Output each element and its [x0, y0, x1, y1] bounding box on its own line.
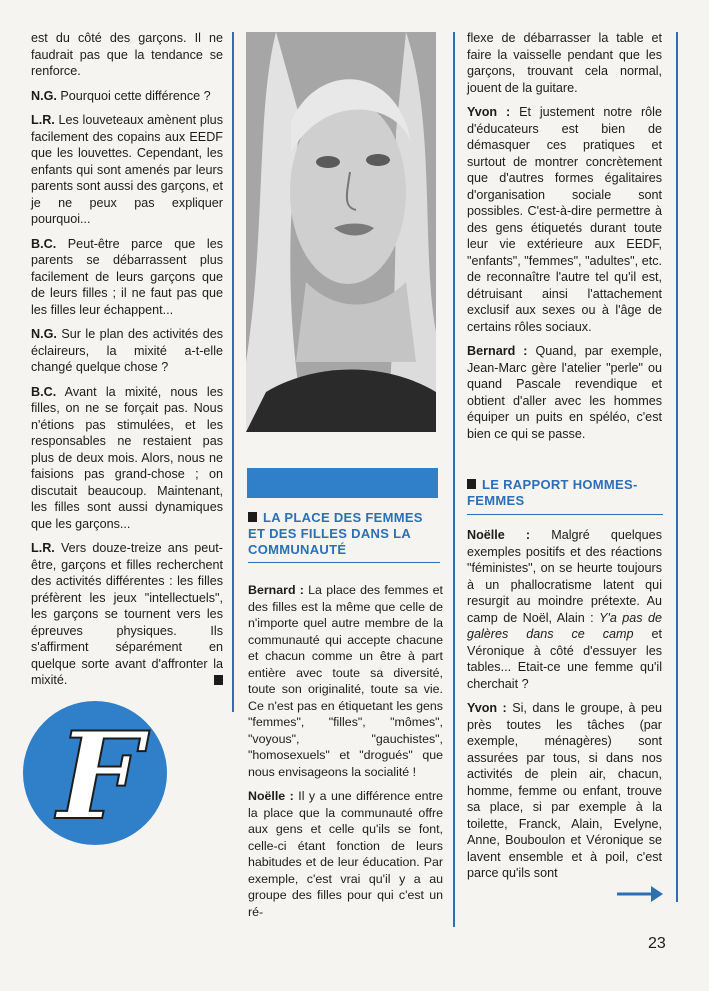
- speaker: L.R.: [31, 113, 55, 127]
- paragraph: [31, 88, 223, 105]
- paragraph: [467, 343, 662, 442]
- paragraph-text: Les louveteaux amènent plus facilement des copains aux EEDF que les louvettes. Cependant, les enfants qui sont amenés par leurs parents sont aussi des garçons, et je ne peux pas expliquer pourquoi...: [31, 113, 223, 226]
- speaker: Noëlle :: [248, 789, 294, 803]
- bullet-square: [248, 512, 257, 522]
- speaker: N.G.: [31, 327, 57, 341]
- paragraph: [31, 112, 223, 228]
- speaker: B.C.: [31, 236, 57, 251]
- paragraph-text: Sur le plan des activités des éclaireurs, la mixité a-t-elle changé quelque chose ?: [31, 327, 223, 374]
- paragraph: [467, 104, 662, 335]
- paragraph: [248, 582, 443, 780]
- f-logo: [22, 700, 168, 846]
- speaker: B.C.: [31, 384, 57, 399]
- paragraph-text: Il y a une différence entre la place que la communauté offre aux gens et celle qu'ils se font, celle-ci étant fonction de leurs habitudes et de leur éducation. Par exemple, c'est vrai qu'il y a au groupe des filles pour qui c'est un ré-: [248, 789, 443, 919]
- paragraph: [31, 326, 223, 376]
- heading-underline: [467, 514, 663, 515]
- section-title: LA PLACE DES FEMMES ET DES FILLES DANS LA COMMUNAUTÉ: [248, 510, 423, 557]
- paragraph: [31, 540, 223, 689]
- paragraph-text: Si, dans le groupe, à peu près toutes les tâches (par exemple, ménagères) sont assurées par tous, si dans nos activités de plein air, chacun, homme, femme ou enfant, trouve sa place, si par exemple à la toilette, Franck, Alain, Evelyne, Anne, Bouboulon et Véronique se lavent ensemble et à poil, c'est parce qu'ils sont: [467, 701, 662, 880]
- paragraph-text: La place des femmes et des filles est la même que celle de n'importe quel autre membre de la communauté qui accepte chacune et chacun comme un être à part entière avec toute sa diversité, toute son originalité, toute sa vie. Ce n'est pas en étiquetant les gens "femmes", "filles", "mômes", "voyous", "gauchistes", "homosexuels" et "drogués" que nous envisageons la socialité !: [248, 583, 443, 779]
- portrait-photo: [246, 32, 436, 432]
- paragraph-text: Et justement notre rôle d'éducateurs est bien de démasquer ces pratiques et surtout de montrer concrètement que d'autres formes égalitaires d'organisation sociale sont possibles. C'est-à-dire permettre à des gens étiquetés durant toute leur vie extérieure aux EEDF, "enfants", "femmes", "adultes", etc. de reconnaître l'autre tel qu'il est, détruisant ainsi l'attachement exclusif aux sexes ou à l'âge de certains rôles sociaux.: [467, 105, 662, 334]
- speaker: Yvon :: [467, 701, 507, 715]
- portrait-illustration: [246, 32, 436, 432]
- column-2: [248, 582, 443, 928]
- section-heading: [248, 510, 443, 558]
- continue-arrow-icon: [615, 882, 665, 906]
- speaker: N.G.: [31, 88, 57, 103]
- bullet-square: [467, 479, 476, 489]
- paragraph-text: Peut-être parce que les parents se débarrassent plus facilement de leurs garçons que de leurs filles ; il ne faut pas que les filles leur échappent...: [31, 236, 223, 317]
- paragraph-text: Vers douze-treize ans peut-être, garçons et filles recherchent des activités différentes : les filles préfèrent les jeux "intellectuels", les garçons se tournent vers les épreuves physiques. Ils s'affirment séparément en quelque sorte avant d'affronter la mixité.: [31, 541, 223, 687]
- paragraph-text: Pourquoi cette différence ?: [56, 88, 211, 103]
- logo-letter: F: [57, 706, 143, 846]
- column-1: [31, 30, 223, 697]
- paragraph-text: Avant la mixité, nous les filles, on ne se forçait pas. Nous n'étions pas stimulées, et les responsables ne restaient pas plus de deux mois. Alors, nous ne faisions pas grand-chose ; on discutait beaucoup. Maintenant, les filles sont aussi dynamiques que les garçons...: [31, 384, 223, 531]
- section-heading: [467, 477, 667, 509]
- paragraph-text: Malgré quelques exemples positifs et des réactions "féministes", on se heurte toujours à un phallocratisme latent qui resurgit au moindre prétexte. Au camp de Noël, Alain :: [467, 528, 662, 625]
- speaker: Bernard :: [248, 583, 304, 597]
- paragraph: [31, 384, 223, 533]
- end-mark: [214, 675, 223, 685]
- page-number: 23: [648, 935, 666, 952]
- speaker: Noëlle :: [467, 528, 531, 542]
- column-rule-right: [676, 32, 678, 902]
- paragraph: flexe de débarrasser la table et faire la vaisselle pendant que les garçons, trouvant cela normal, jouent de la guitare.: [467, 31, 662, 95]
- quote: Y'a pas de galères dans ce camp: [467, 610, 662, 641]
- section-color-bar: [247, 468, 438, 498]
- paragraph-text: Quand, par exemple, Jean-Marc gère l'atelier "perle" ou quand Pascale revendique et obtient d'aller avec les hommes équiper un puits en spéléo, c'est bien ce qui se passe.: [467, 344, 662, 441]
- paragraph-text: et Véronique à côté d'essuyer les tables... Etait-ce une femme qu'il cherchait ?: [467, 627, 662, 691]
- speaker: Yvon :: [467, 105, 511, 119]
- column-3-top: [467, 30, 662, 450]
- paragraph: [467, 700, 662, 882]
- column-rule-middle: [453, 32, 455, 927]
- speaker: Bernard :: [467, 344, 528, 358]
- heading-underline: [248, 562, 440, 563]
- paragraph: est du côté des garçons. Il ne faudrait pas que la tendance se renforce.: [31, 31, 223, 78]
- paragraph: [31, 236, 223, 319]
- column-rule-left: [232, 32, 234, 712]
- column-3-bottom: [467, 527, 662, 890]
- paragraph: [248, 788, 443, 920]
- section-title: LE RAPPORT HOMMES-FEMMES: [467, 477, 638, 508]
- paragraph: [467, 527, 662, 692]
- speaker: L.R.: [31, 541, 55, 555]
